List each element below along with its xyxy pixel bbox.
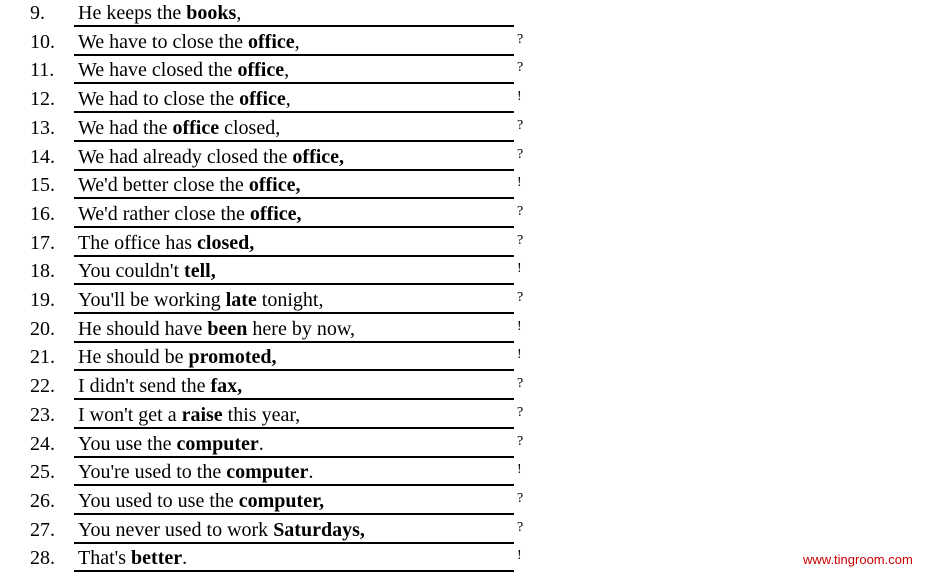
sentence-prefix: That's: [78, 547, 132, 570]
end-punctuation-mark: !: [517, 261, 522, 277]
exercise-item: [0, 432, 560, 461]
answer-blank-line: [74, 25, 514, 27]
sentence-text: [78, 116, 280, 140]
sentence-text: [78, 202, 302, 226]
sentence-prefix: We had the: [78, 116, 173, 139]
end-punctuation-mark: !: [517, 89, 522, 105]
exercise-item: [0, 317, 560, 346]
exercise-item: [0, 403, 560, 432]
sentence-text: [78, 288, 323, 312]
answer-blank-line: [74, 54, 514, 56]
sentence-suffix: ,: [285, 88, 291, 111]
sentence-prefix: You never used to work: [78, 518, 274, 541]
end-punctuation-mark: ?: [517, 203, 524, 219]
answer-blank-line: [74, 398, 514, 400]
sentence-text: [78, 460, 313, 484]
keyword: been: [207, 317, 248, 340]
exercise-item: [0, 460, 560, 489]
sentence-suffix: ,: [236, 2, 242, 24]
keyword: office: [172, 116, 220, 139]
item-number: 25.: [30, 461, 55, 484]
end-punctuation-mark: ?: [517, 490, 524, 506]
keyword: books: [186, 2, 237, 24]
sentence-prefix: You used to use the: [78, 489, 239, 512]
sentence-prefix: We have closed the: [78, 59, 238, 82]
sentence-prefix: We have to close the: [78, 30, 248, 53]
keyword: promoted,: [188, 346, 277, 369]
answer-blank-line: [74, 542, 514, 544]
item-number: 22.: [30, 375, 55, 398]
item-number: 13.: [30, 116, 55, 139]
sentence-text: [78, 403, 300, 427]
answer-blank-line: [74, 427, 514, 429]
sentence-prefix: He keeps the: [78, 2, 187, 24]
keyword: office,: [248, 174, 301, 197]
item-number: 16.: [30, 202, 55, 225]
exercise-item: [0, 489, 560, 518]
keyword: better: [131, 547, 183, 570]
answer-blank-line: [74, 255, 514, 257]
sentence-suffix: tonight,: [256, 289, 324, 311]
sentence-text: [78, 518, 365, 542]
end-punctuation-mark: ?: [517, 433, 524, 449]
keyword: office: [239, 88, 286, 111]
sentence-text: [78, 231, 254, 255]
sentence-suffix: closed,: [219, 116, 281, 139]
item-number: 20.: [30, 317, 55, 340]
exercise-item: [0, 345, 560, 374]
item-number: 28.: [30, 547, 55, 570]
sentence-text: [78, 173, 300, 197]
keyword: tell,: [184, 260, 216, 283]
sentence-prefix: You'll be working: [78, 289, 226, 311]
keyword: late: [225, 289, 257, 311]
item-number: 27.: [30, 518, 55, 541]
item-number: 17.: [30, 231, 55, 254]
item-number: 11.: [30, 59, 55, 82]
keyword: office,: [249, 202, 302, 225]
exercise-item: [0, 173, 560, 202]
exercise-item: [0, 30, 560, 59]
end-punctuation-mark: ?: [517, 232, 524, 248]
keyword: office: [237, 59, 285, 82]
sentence-suffix: .: [258, 432, 264, 455]
sentence-prefix: You use the: [78, 432, 177, 455]
sentence-prefix: We'd rather close the: [78, 202, 250, 225]
end-punctuation-mark: !: [517, 462, 522, 478]
sentence-text: [78, 432, 264, 456]
exercise-item: [0, 116, 560, 145]
item-number: 12.: [30, 88, 55, 111]
exercise-item: [0, 288, 560, 317]
sentence-text: [78, 374, 242, 398]
exercise-item: [0, 58, 560, 87]
end-punctuation-mark: ?: [517, 519, 524, 535]
answer-blank-line: [74, 513, 514, 515]
exercise-item: [0, 202, 560, 231]
item-number: 26.: [30, 489, 55, 512]
sentence-prefix: I didn't send the: [78, 375, 211, 398]
sentence-text: [78, 489, 324, 513]
end-punctuation-mark: !: [517, 318, 522, 334]
keyword: computer,: [238, 489, 325, 512]
sentence-prefix: The office has: [78, 231, 198, 254]
keyword: fax,: [210, 375, 243, 398]
sentence-suffix: this year,: [222, 403, 301, 426]
sentence-text: [78, 317, 355, 341]
end-punctuation-mark: ?: [517, 60, 524, 76]
sentence-text: [78, 30, 300, 54]
item-number: 15.: [30, 174, 55, 197]
sentence-prefix: You couldn't: [78, 260, 185, 283]
sentence-suffix: .: [308, 461, 314, 484]
end-punctuation-mark: ?: [517, 290, 524, 305]
answer-blank-line: [74, 341, 514, 343]
sentence-text: [78, 145, 344, 169]
sentence-text: [78, 58, 289, 82]
exercise-item: [0, 259, 560, 288]
end-punctuation-mark: ?: [517, 376, 524, 392]
answer-blank-line: [74, 82, 514, 84]
answer-blank-line: [74, 226, 514, 228]
sentence-suffix: here by now,: [247, 317, 355, 340]
exercise-item: [0, 87, 560, 116]
item-number: 19.: [30, 289, 55, 311]
answer-blank-line: [74, 197, 514, 199]
keyword: raise: [181, 403, 223, 426]
sentence-suffix: ,: [294, 30, 300, 53]
sentence-text: [78, 345, 277, 369]
item-number: 23.: [30, 403, 55, 426]
sentence-prefix: I won't get a: [78, 403, 182, 426]
sentence-suffix: .: [182, 547, 188, 570]
exercise-item: [0, 1, 560, 30]
item-number: 18.: [30, 260, 55, 283]
sentence-prefix: He should be: [78, 346, 189, 369]
keyword: closed,: [197, 231, 255, 254]
sentence-prefix: We'd better close the: [78, 174, 249, 197]
answer-blank-line: [74, 283, 514, 285]
sentence-text: [78, 546, 187, 570]
answer-blank-line: [74, 484, 514, 486]
item-number: 21.: [30, 346, 55, 369]
exercise-item: [0, 374, 560, 403]
sentence-suffix: ,: [284, 59, 290, 82]
end-punctuation-mark: !: [517, 548, 522, 564]
sentence-prefix: You're used to the: [78, 461, 227, 484]
watermark: www.tingroom.com: [803, 552, 913, 567]
end-punctuation-mark: ?: [517, 31, 524, 47]
end-punctuation-mark: ?: [517, 404, 524, 420]
answer-blank-line: [74, 369, 514, 371]
end-punctuation-mark: !: [517, 347, 522, 363]
answer-blank-line: [74, 456, 514, 458]
keyword: computer: [176, 432, 259, 455]
exercise-item: [0, 546, 560, 575]
end-punctuation-mark: ?: [517, 146, 524, 162]
exercise-item: [0, 145, 560, 174]
answer-blank-line: [74, 570, 514, 572]
sentence-prefix: We had to close the: [78, 88, 240, 111]
end-punctuation-mark: ?: [517, 117, 524, 133]
item-number: 24.: [30, 432, 55, 455]
exercise-item: [0, 518, 560, 547]
answer-blank-line: [74, 169, 514, 171]
sentence-text: [78, 259, 216, 283]
sentence-text: [78, 1, 241, 25]
sentence-text: [78, 87, 291, 111]
sentence-prefix: He should have: [78, 317, 208, 340]
answer-blank-line: [74, 111, 514, 113]
answer-blank-line: [74, 312, 514, 314]
keyword: office,: [292, 145, 345, 168]
keyword: Saturdays,: [273, 518, 365, 541]
item-number: 10.: [30, 30, 55, 53]
item-number: 14.: [30, 145, 55, 168]
sentence-prefix: We had already closed the: [78, 145, 293, 168]
end-punctuation-mark: !: [517, 175, 522, 191]
keyword: office: [248, 30, 295, 53]
answer-blank-line: [74, 140, 514, 142]
item-number: 9.: [30, 2, 45, 24]
keyword: computer: [226, 461, 309, 484]
exercise-item: [0, 231, 560, 260]
